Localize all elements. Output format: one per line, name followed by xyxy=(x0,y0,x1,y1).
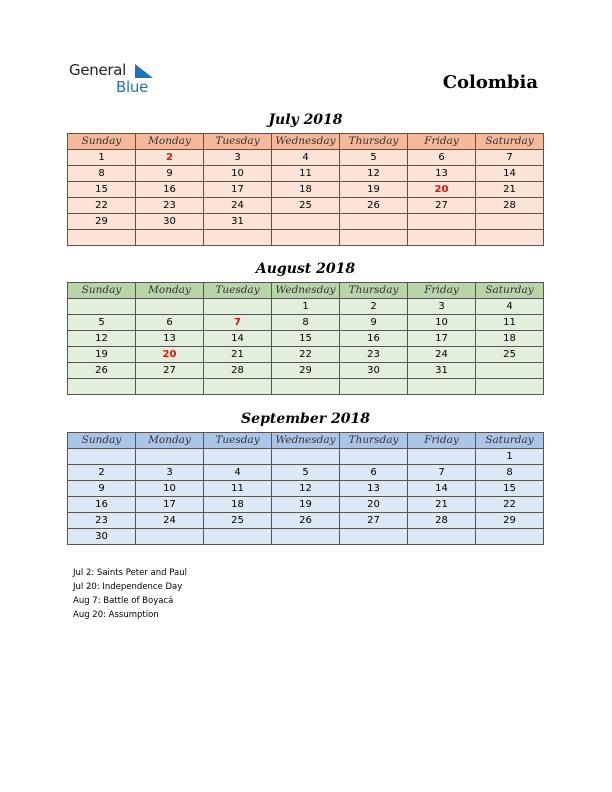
day-cell: 9 xyxy=(136,166,204,182)
day-cell: 9 xyxy=(68,481,136,497)
empty-day-cell xyxy=(476,214,544,230)
day-cell: 13 xyxy=(136,331,204,347)
empty-day-cell xyxy=(408,214,476,230)
day-cell: 10 xyxy=(136,481,204,497)
weekday-header-row xyxy=(68,134,544,150)
day-cell: 25 xyxy=(204,513,272,529)
empty-day-cell xyxy=(136,449,204,465)
day-cell: 13 xyxy=(408,166,476,182)
logo-text-blue: Blue xyxy=(116,78,148,96)
weekday-header-wednesday: Wednesday xyxy=(272,433,340,449)
day-cell: 20 xyxy=(136,347,204,363)
weekday-header-thursday: Thursday xyxy=(340,433,408,449)
day-cell: 12 xyxy=(272,481,340,497)
weekday-header-thursday: Thursday xyxy=(340,134,408,150)
month-title-september: September 2018 xyxy=(241,411,370,427)
empty-day-cell xyxy=(272,379,340,395)
day-cell: 25 xyxy=(272,198,340,214)
day-cell: 5 xyxy=(340,150,408,166)
day-cell: 29 xyxy=(476,513,544,529)
empty-day-cell xyxy=(68,379,136,395)
month-title-august: August 2018 xyxy=(255,261,356,277)
empty-day-cell xyxy=(204,299,272,315)
day-cell: 8 xyxy=(476,465,544,481)
day-cell: 23 xyxy=(136,198,204,214)
day-cell: 22 xyxy=(68,198,136,214)
weekday-header-tuesday: Tuesday xyxy=(204,283,272,299)
week-row xyxy=(68,529,544,545)
day-cell: 6 xyxy=(340,465,408,481)
day-cell: 6 xyxy=(408,150,476,166)
empty-day-cell xyxy=(408,230,476,246)
day-cell: 8 xyxy=(272,315,340,331)
empty-day-cell xyxy=(136,230,204,246)
weekday-header-saturday: Saturday xyxy=(476,134,544,150)
empty-day-cell xyxy=(204,230,272,246)
weekday-header-saturday: Saturday xyxy=(476,283,544,299)
logo-text-general: General xyxy=(69,61,127,79)
day-cell: 15 xyxy=(476,481,544,497)
day-cell: 14 xyxy=(408,481,476,497)
day-cell: 26 xyxy=(68,363,136,379)
day-cell: 24 xyxy=(136,513,204,529)
day-cell: 5 xyxy=(68,315,136,331)
empty-day-cell xyxy=(476,529,544,545)
week-row xyxy=(68,497,544,513)
calendar-july xyxy=(67,133,544,246)
day-cell: 2 xyxy=(68,465,136,481)
day-cell: 29 xyxy=(272,363,340,379)
week-row xyxy=(68,299,544,315)
empty-day-cell xyxy=(408,529,476,545)
day-cell: 11 xyxy=(272,166,340,182)
day-cell: 21 xyxy=(476,182,544,198)
day-cell: 30 xyxy=(136,214,204,230)
empty-day-cell xyxy=(68,299,136,315)
empty-day-cell xyxy=(204,529,272,545)
empty-day-cell xyxy=(136,379,204,395)
day-cell: 20 xyxy=(408,182,476,198)
day-cell: 15 xyxy=(68,182,136,198)
empty-day-cell xyxy=(204,449,272,465)
empty-day-cell xyxy=(408,379,476,395)
month-title-july: July 2018 xyxy=(268,112,343,128)
day-cell: 16 xyxy=(136,182,204,198)
day-cell: 18 xyxy=(272,182,340,198)
logo-triangle-icon xyxy=(133,64,153,78)
day-cell: 3 xyxy=(136,465,204,481)
day-cell: 16 xyxy=(340,331,408,347)
weekday-header-friday: Friday xyxy=(408,134,476,150)
day-cell: 17 xyxy=(204,182,272,198)
day-cell: 23 xyxy=(340,347,408,363)
day-cell: 20 xyxy=(340,497,408,513)
day-cell: 7 xyxy=(204,315,272,331)
day-cell: 9 xyxy=(340,315,408,331)
day-cell: 28 xyxy=(204,363,272,379)
week-row xyxy=(68,379,544,395)
weekday-header-tuesday: Tuesday xyxy=(204,433,272,449)
empty-day-cell xyxy=(476,379,544,395)
week-row xyxy=(68,182,544,198)
empty-day-cell xyxy=(136,299,204,315)
holiday-note: Aug 7: Battle of Boyacá xyxy=(73,596,174,606)
day-cell: 7 xyxy=(408,465,476,481)
weekday-header-saturday: Saturday xyxy=(476,433,544,449)
week-row xyxy=(68,214,544,230)
week-row xyxy=(68,166,544,182)
holiday-note: Jul 2: Saints Peter and Paul xyxy=(73,568,187,578)
empty-day-cell xyxy=(272,214,340,230)
day-cell: 10 xyxy=(204,166,272,182)
day-cell: 21 xyxy=(408,497,476,513)
day-cell: 31 xyxy=(204,214,272,230)
day-cell: 2 xyxy=(136,150,204,166)
empty-day-cell xyxy=(68,449,136,465)
day-cell: 2 xyxy=(340,299,408,315)
week-row xyxy=(68,315,544,331)
day-cell: 5 xyxy=(272,465,340,481)
day-cell: 15 xyxy=(272,331,340,347)
weekday-header-monday: Monday xyxy=(136,134,204,150)
day-cell: 19 xyxy=(68,347,136,363)
day-cell: 12 xyxy=(340,166,408,182)
day-cell: 22 xyxy=(476,497,544,513)
day-cell: 28 xyxy=(476,198,544,214)
calendar-august xyxy=(67,282,544,395)
empty-day-cell xyxy=(476,230,544,246)
day-cell: 18 xyxy=(476,331,544,347)
weekday-header-row xyxy=(68,283,544,299)
day-cell: 27 xyxy=(136,363,204,379)
day-cell: 24 xyxy=(408,347,476,363)
day-cell: 8 xyxy=(68,166,136,182)
week-row xyxy=(68,230,544,246)
day-cell: 14 xyxy=(476,166,544,182)
day-cell: 22 xyxy=(272,347,340,363)
day-cell: 26 xyxy=(340,198,408,214)
day-cell: 31 xyxy=(408,363,476,379)
empty-day-cell xyxy=(340,379,408,395)
empty-day-cell xyxy=(272,529,340,545)
calendar-september xyxy=(67,432,544,545)
day-cell: 21 xyxy=(204,347,272,363)
day-cell: 4 xyxy=(204,465,272,481)
day-cell: 10 xyxy=(408,315,476,331)
day-cell: 19 xyxy=(340,182,408,198)
empty-day-cell xyxy=(272,449,340,465)
weekday-header-friday: Friday xyxy=(408,283,476,299)
empty-day-cell xyxy=(408,449,476,465)
generalblue-logo xyxy=(69,61,169,95)
week-row xyxy=(68,363,544,379)
weekday-header-monday: Monday xyxy=(136,433,204,449)
week-row xyxy=(68,150,544,166)
weekday-header-sunday: Sunday xyxy=(68,433,136,449)
day-cell: 30 xyxy=(68,529,136,545)
day-cell: 1 xyxy=(272,299,340,315)
empty-day-cell xyxy=(476,363,544,379)
day-cell: 29 xyxy=(68,214,136,230)
day-cell: 27 xyxy=(340,513,408,529)
day-cell: 26 xyxy=(272,513,340,529)
weekday-header-monday: Monday xyxy=(136,283,204,299)
day-cell: 11 xyxy=(204,481,272,497)
day-cell: 6 xyxy=(136,315,204,331)
holiday-list xyxy=(73,566,187,622)
day-cell: 23 xyxy=(68,513,136,529)
week-row xyxy=(68,347,544,363)
weekday-header-friday: Friday xyxy=(408,433,476,449)
weekday-header-wednesday: Wednesday xyxy=(272,134,340,150)
holiday-note: Jul 20: Independence Day xyxy=(73,582,183,592)
week-row xyxy=(68,331,544,347)
weekday-header-sunday: Sunday xyxy=(68,283,136,299)
empty-day-cell xyxy=(272,230,340,246)
day-cell: 3 xyxy=(408,299,476,315)
holiday-note: Aug 20: Assumption xyxy=(73,610,159,620)
empty-day-cell xyxy=(340,230,408,246)
empty-day-cell xyxy=(204,379,272,395)
empty-day-cell xyxy=(136,529,204,545)
weekday-header-wednesday: Wednesday xyxy=(272,283,340,299)
empty-day-cell xyxy=(68,230,136,246)
day-cell: 24 xyxy=(204,198,272,214)
weekday-header-thursday: Thursday xyxy=(340,283,408,299)
week-row xyxy=(68,449,544,465)
day-cell: 28 xyxy=(408,513,476,529)
day-cell: 7 xyxy=(476,150,544,166)
week-row xyxy=(68,481,544,497)
day-cell: 3 xyxy=(204,150,272,166)
day-cell: 17 xyxy=(136,497,204,513)
day-cell: 19 xyxy=(272,497,340,513)
empty-day-cell xyxy=(340,449,408,465)
day-cell: 14 xyxy=(204,331,272,347)
weekday-header-row xyxy=(68,433,544,449)
day-cell: 16 xyxy=(68,497,136,513)
day-cell: 12 xyxy=(68,331,136,347)
day-cell: 1 xyxy=(68,150,136,166)
day-cell: 27 xyxy=(408,198,476,214)
day-cell: 17 xyxy=(408,331,476,347)
day-cell: 1 xyxy=(476,449,544,465)
day-cell: 11 xyxy=(476,315,544,331)
day-cell: 18 xyxy=(204,497,272,513)
empty-day-cell xyxy=(340,214,408,230)
empty-day-cell xyxy=(340,529,408,545)
weekday-header-sunday: Sunday xyxy=(68,134,136,150)
week-row xyxy=(68,198,544,214)
week-row xyxy=(68,513,544,529)
country-title: Colombia xyxy=(442,72,538,93)
day-cell: 13 xyxy=(340,481,408,497)
day-cell: 30 xyxy=(340,363,408,379)
week-row xyxy=(68,465,544,481)
day-cell: 4 xyxy=(272,150,340,166)
day-cell: 25 xyxy=(476,347,544,363)
weekday-header-tuesday: Tuesday xyxy=(204,134,272,150)
day-cell: 4 xyxy=(476,299,544,315)
